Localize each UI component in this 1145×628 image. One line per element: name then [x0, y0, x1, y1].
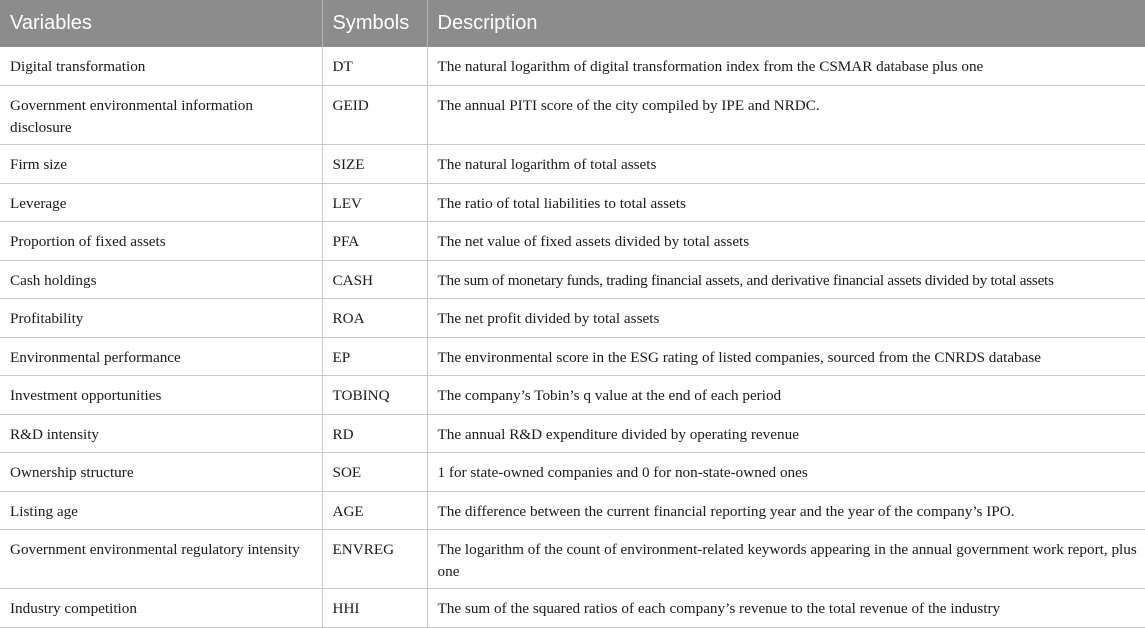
table-header [0, 0, 1145, 47]
symbol-cell: RD [322, 414, 427, 453]
symbol-cell: PFA [322, 222, 427, 261]
variable-cell: Government environmental information disclosure [0, 86, 322, 145]
description-cell: The natural logarithm of total assets [427, 145, 1145, 184]
symbol-cell: ROA [322, 299, 427, 338]
description-cell: The natural logarithm of digital transformation index from the CSMAR database plus one [427, 47, 1145, 86]
description-cell: The annual R&D expenditure divided by operating revenue [427, 414, 1145, 453]
table-row [0, 589, 1145, 628]
variable-cell: Ownership structure [0, 453, 322, 492]
variable-cell: Leverage [0, 183, 322, 222]
variable-cell: Industry competition [0, 589, 322, 628]
table-body [0, 47, 1145, 627]
variable-cell: Government environmental regulatory intensity [0, 530, 322, 589]
symbol-cell: HHI [322, 589, 427, 628]
description-cell: The difference between the current financial reporting year and the year of the company’s IPO. [427, 491, 1145, 530]
description-cell: The company’s Tobin’s q value at the end of each period [427, 376, 1145, 415]
variable-cell: Listing age [0, 491, 322, 530]
symbol-cell: AGE [322, 491, 427, 530]
symbol-cell: TOBINQ [322, 376, 427, 415]
description-cell: 1 for state-owned companies and 0 for non-state-owned ones [427, 453, 1145, 492]
table-row [0, 183, 1145, 222]
header-description: Description [427, 0, 1145, 47]
table-row [0, 86, 1145, 145]
symbol-cell: SOE [322, 453, 427, 492]
symbol-cell: GEID [322, 86, 427, 145]
table-row [0, 491, 1145, 530]
description-cell: The net profit divided by total assets [427, 299, 1145, 338]
table-row [0, 453, 1145, 492]
description-cell: The ratio of total liabilities to total assets [427, 183, 1145, 222]
table-row [0, 530, 1145, 589]
description-cell: The net value of fixed assets divided by total assets [427, 222, 1145, 261]
table-row [0, 414, 1145, 453]
table-row [0, 145, 1145, 184]
table-row [0, 299, 1145, 338]
symbol-cell: CASH [322, 260, 427, 299]
header-variables: Variables [0, 0, 322, 47]
variable-cell: Firm size [0, 145, 322, 184]
description-cell: The sum of monetary funds, trading financial assets, and derivative financial assets divided by total assets [427, 260, 1145, 299]
table-row [0, 260, 1145, 299]
table-row [0, 222, 1145, 261]
symbol-cell: DT [322, 47, 427, 86]
table-row [0, 47, 1145, 86]
variable-cell: Investment opportunities [0, 376, 322, 415]
variable-cell: R&D intensity [0, 414, 322, 453]
description-cell: The environmental score in the ESG rating of listed companies, sourced from the CNRDS database [427, 337, 1145, 376]
header-row [0, 0, 1145, 47]
symbol-cell: ENVREG [322, 530, 427, 589]
table-row [0, 337, 1145, 376]
symbol-cell: LEV [322, 183, 427, 222]
variable-cell: Cash holdings [0, 260, 322, 299]
variable-cell: Proportion of fixed assets [0, 222, 322, 261]
variable-cell: Environmental performance [0, 337, 322, 376]
description-cell: The annual PITI score of the city compiled by IPE and NRDC. [427, 86, 1145, 145]
symbol-cell: EP [322, 337, 427, 376]
description-cell: The logarithm of the count of environment-related keywords appearing in the annual government work report, plus one [427, 530, 1145, 589]
header-symbols: Symbols [322, 0, 427, 47]
description-cell: The sum of the squared ratios of each company’s revenue to the total revenue of the industry [427, 589, 1145, 628]
variable-cell: Profitability [0, 299, 322, 338]
variable-cell: Digital transformation [0, 47, 322, 86]
symbol-cell: SIZE [322, 145, 427, 184]
table-row [0, 376, 1145, 415]
